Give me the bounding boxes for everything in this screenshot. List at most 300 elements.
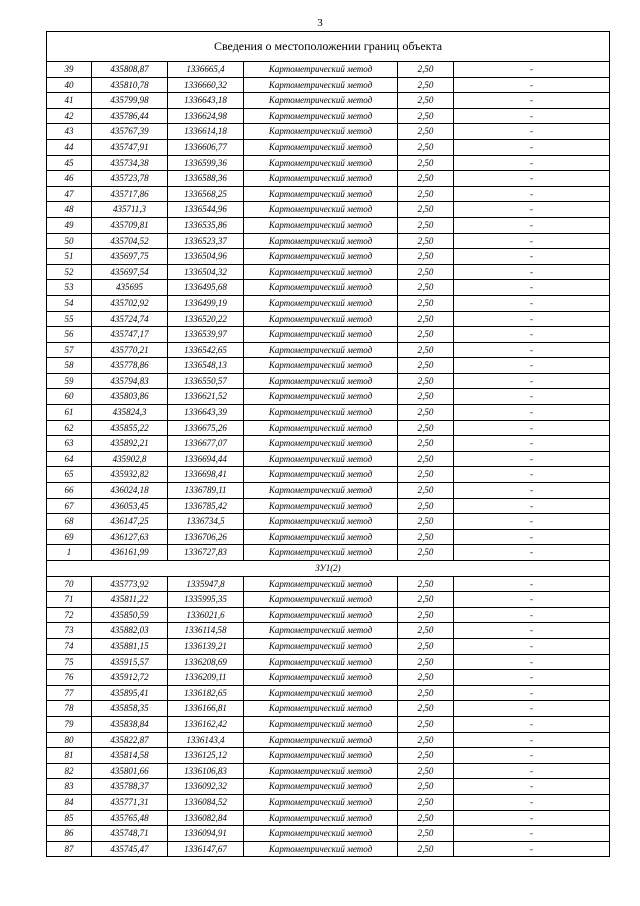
point-number-cell: 72 — [47, 607, 92, 623]
description-cell: - — [454, 576, 610, 592]
description-cell: - — [454, 405, 610, 421]
x-coordinate-cell: 435811,22 — [92, 592, 168, 608]
accuracy-cell: 2,50 — [398, 311, 454, 327]
accuracy-cell: 2,50 — [398, 701, 454, 717]
y-coordinate-cell: 1336209,11 — [168, 670, 244, 686]
accuracy-cell: 2,50 — [398, 483, 454, 499]
table-row — [47, 483, 610, 499]
y-coordinate-cell: 1336539,97 — [168, 327, 244, 343]
y-coordinate-cell: 1336162,42 — [168, 716, 244, 732]
point-number-cell: 48 — [47, 202, 92, 218]
x-coordinate-cell: 435697,75 — [92, 249, 168, 265]
y-coordinate-cell: 1336694,44 — [168, 451, 244, 467]
table-row — [47, 280, 610, 296]
description-cell: - — [454, 685, 610, 701]
method-cell: Картометрический метод — [244, 233, 398, 249]
method-cell: Картометрический метод — [244, 202, 398, 218]
point-number-cell: 40 — [47, 77, 92, 93]
accuracy-cell: 2,50 — [398, 420, 454, 436]
y-coordinate-cell: 1336504,32 — [168, 264, 244, 280]
table-row — [47, 779, 610, 795]
method-cell: Картометрический метод — [244, 794, 398, 810]
point-number-cell: 61 — [47, 405, 92, 421]
point-number-cell: 54 — [47, 295, 92, 311]
description-cell: - — [454, 358, 610, 374]
accuracy-cell: 2,50 — [398, 592, 454, 608]
accuracy-cell: 2,50 — [398, 202, 454, 218]
x-coordinate-cell: 435822,87 — [92, 732, 168, 748]
description-cell: - — [454, 311, 610, 327]
table-row — [47, 264, 610, 280]
method-cell: Картометрический метод — [244, 685, 398, 701]
accuracy-cell: 2,50 — [398, 233, 454, 249]
accuracy-cell: 2,50 — [398, 217, 454, 233]
accuracy-cell: 2,50 — [398, 327, 454, 343]
y-coordinate-cell: 1335995,35 — [168, 592, 244, 608]
point-number-cell: 57 — [47, 342, 92, 358]
x-coordinate-cell: 435882,03 — [92, 623, 168, 639]
table-row — [47, 576, 610, 592]
table-row — [47, 826, 610, 842]
method-cell: Картометрический метод — [244, 280, 398, 296]
description-cell: - — [454, 607, 610, 623]
point-number-cell: 65 — [47, 467, 92, 483]
x-coordinate-cell: 435855,22 — [92, 420, 168, 436]
point-number-cell: 59 — [47, 373, 92, 389]
description-cell: - — [454, 389, 610, 405]
y-coordinate-cell: 1336548,13 — [168, 358, 244, 374]
description-cell: - — [454, 467, 610, 483]
accuracy-cell: 2,50 — [398, 108, 454, 124]
table-row — [47, 670, 610, 686]
method-cell: Картометрический метод — [244, 607, 398, 623]
y-coordinate-cell: 1336092,32 — [168, 779, 244, 795]
x-coordinate-cell: 436024,18 — [92, 483, 168, 499]
method-cell: Картометрический метод — [244, 592, 398, 608]
section-row — [47, 561, 610, 577]
method-cell: Картометрический метод — [244, 545, 398, 561]
accuracy-cell: 2,50 — [398, 171, 454, 187]
y-coordinate-cell: 1336535,86 — [168, 217, 244, 233]
point-number-cell: 44 — [47, 139, 92, 155]
description-cell: - — [454, 217, 610, 233]
description-cell: - — [454, 155, 610, 171]
description-cell: - — [454, 139, 610, 155]
point-number-cell: 87 — [47, 841, 92, 857]
point-number-cell: 55 — [47, 311, 92, 327]
point-number-cell: 49 — [47, 217, 92, 233]
table-row — [47, 93, 610, 109]
x-coordinate-cell: 435902,8 — [92, 451, 168, 467]
x-coordinate-cell: 436053,45 — [92, 498, 168, 514]
method-cell: Картометрический метод — [244, 295, 398, 311]
point-number-cell: 41 — [47, 93, 92, 109]
table-row — [47, 716, 610, 732]
description-cell: - — [454, 748, 610, 764]
x-coordinate-cell: 435799,98 — [92, 93, 168, 109]
description-cell: - — [454, 264, 610, 280]
y-coordinate-cell: 1336166,81 — [168, 701, 244, 717]
description-cell: - — [454, 732, 610, 748]
description-cell: - — [454, 670, 610, 686]
table-row — [47, 732, 610, 748]
point-number-cell: 62 — [47, 420, 92, 436]
table-row — [47, 389, 610, 405]
point-number-cell: 71 — [47, 592, 92, 608]
y-coordinate-cell: 1336665,4 — [168, 62, 244, 78]
description-cell: - — [454, 716, 610, 732]
y-coordinate-cell: 1335947,8 — [168, 576, 244, 592]
y-coordinate-cell: 1336660,32 — [168, 77, 244, 93]
x-coordinate-cell: 435747,91 — [92, 139, 168, 155]
method-cell: Картометрический метод — [244, 483, 398, 499]
method-cell: Картометрический метод — [244, 62, 398, 78]
method-cell: Картометрический метод — [244, 249, 398, 265]
point-number-cell: 60 — [47, 389, 92, 405]
method-cell: Картометрический метод — [244, 467, 398, 483]
point-number-cell: 1 — [47, 545, 92, 561]
point-number-cell: 67 — [47, 498, 92, 514]
table-row — [47, 420, 610, 436]
description-cell: - — [454, 342, 610, 358]
method-cell: Картометрический метод — [244, 638, 398, 654]
y-coordinate-cell: 1336082,84 — [168, 810, 244, 826]
point-number-cell: 47 — [47, 186, 92, 202]
y-coordinate-cell: 1336568,25 — [168, 186, 244, 202]
table-row — [47, 810, 610, 826]
table-row — [47, 171, 610, 187]
point-number-cell: 86 — [47, 826, 92, 842]
point-number-cell: 45 — [47, 155, 92, 171]
y-coordinate-cell: 1336106,83 — [168, 763, 244, 779]
accuracy-cell: 2,50 — [398, 451, 454, 467]
x-coordinate-cell: 435814,58 — [92, 748, 168, 764]
x-coordinate-cell: 435704,52 — [92, 233, 168, 249]
point-number-cell: 63 — [47, 436, 92, 452]
point-number-cell: 56 — [47, 327, 92, 343]
y-coordinate-cell: 1336643,39 — [168, 405, 244, 421]
accuracy-cell: 2,50 — [398, 576, 454, 592]
y-coordinate-cell: 1336084,52 — [168, 794, 244, 810]
y-coordinate-cell: 1336550,57 — [168, 373, 244, 389]
y-coordinate-cell: 1336706,26 — [168, 529, 244, 545]
table-row — [47, 124, 610, 140]
method-cell: Картометрический метод — [244, 217, 398, 233]
table-row — [47, 607, 610, 623]
accuracy-cell: 2,50 — [398, 529, 454, 545]
point-number-cell: 82 — [47, 763, 92, 779]
table-row — [47, 358, 610, 374]
x-coordinate-cell: 436127,63 — [92, 529, 168, 545]
y-coordinate-cell: 1336675,26 — [168, 420, 244, 436]
point-number-cell: 74 — [47, 638, 92, 654]
accuracy-cell: 2,50 — [398, 295, 454, 311]
description-cell: - — [454, 779, 610, 795]
table-row — [47, 249, 610, 265]
accuracy-cell: 2,50 — [398, 62, 454, 78]
table-row — [47, 311, 610, 327]
method-cell: Картометрический метод — [244, 670, 398, 686]
table-row — [47, 233, 610, 249]
point-number-cell: 73 — [47, 623, 92, 639]
method-cell: Картометрический метод — [244, 405, 398, 421]
point-number-cell: 83 — [47, 779, 92, 795]
method-cell: Картометрический метод — [244, 623, 398, 639]
x-coordinate-cell: 435850,59 — [92, 607, 168, 623]
method-cell: Картометрический метод — [244, 436, 398, 452]
y-coordinate-cell: 1336504,96 — [168, 249, 244, 265]
description-cell: - — [454, 420, 610, 436]
x-coordinate-cell: 435895,41 — [92, 685, 168, 701]
x-coordinate-cell: 435717,86 — [92, 186, 168, 202]
accuracy-cell: 2,50 — [398, 623, 454, 639]
description-cell: - — [454, 280, 610, 296]
y-coordinate-cell: 1336643,18 — [168, 93, 244, 109]
description-cell: - — [454, 810, 610, 826]
point-number-cell: 53 — [47, 280, 92, 296]
y-coordinate-cell: 1336094,91 — [168, 826, 244, 842]
table-title-row — [47, 32, 610, 62]
x-coordinate-cell: 435881,15 — [92, 638, 168, 654]
description-cell: - — [454, 483, 610, 499]
point-number-cell: 69 — [47, 529, 92, 545]
point-number-cell: 64 — [47, 451, 92, 467]
method-cell: Картометрический метод — [244, 779, 398, 795]
x-coordinate-cell: 435709,81 — [92, 217, 168, 233]
x-coordinate-cell: 435788,37 — [92, 779, 168, 795]
x-coordinate-cell: 435711,3 — [92, 202, 168, 218]
point-number-cell: 78 — [47, 701, 92, 717]
y-coordinate-cell: 1336785,42 — [168, 498, 244, 514]
y-coordinate-cell: 1336143,4 — [168, 732, 244, 748]
method-cell: Картометрический метод — [244, 389, 398, 405]
table-row — [47, 841, 610, 857]
point-number-cell: 68 — [47, 514, 92, 530]
method-cell: Картометрический метод — [244, 327, 398, 343]
x-coordinate-cell: 435912,72 — [92, 670, 168, 686]
y-coordinate-cell: 1336114,58 — [168, 623, 244, 639]
description-cell: - — [454, 171, 610, 187]
y-coordinate-cell: 1336606,77 — [168, 139, 244, 155]
y-coordinate-cell: 1336599,36 — [168, 155, 244, 171]
point-number-cell: 77 — [47, 685, 92, 701]
description-cell: - — [454, 794, 610, 810]
table-row — [47, 327, 610, 343]
accuracy-cell: 2,50 — [398, 139, 454, 155]
table-row — [47, 529, 610, 545]
y-coordinate-cell: 1336614,18 — [168, 124, 244, 140]
description-cell: - — [454, 124, 610, 140]
table-row — [47, 498, 610, 514]
accuracy-cell: 2,50 — [398, 670, 454, 686]
table-row — [47, 451, 610, 467]
y-coordinate-cell: 1336147,67 — [168, 841, 244, 857]
y-coordinate-cell: 1336698,41 — [168, 467, 244, 483]
y-coordinate-cell: 1336588,36 — [168, 171, 244, 187]
method-cell: Картометрический метод — [244, 732, 398, 748]
accuracy-cell: 2,50 — [398, 841, 454, 857]
x-coordinate-cell: 435794,83 — [92, 373, 168, 389]
point-number-cell: 75 — [47, 654, 92, 670]
x-coordinate-cell: 435773,92 — [92, 576, 168, 592]
x-coordinate-cell: 435892,21 — [92, 436, 168, 452]
description-cell: - — [454, 373, 610, 389]
table-row — [47, 217, 610, 233]
table-row — [47, 467, 610, 483]
description-cell: - — [454, 592, 610, 608]
point-number-cell: 51 — [47, 249, 92, 265]
description-cell: - — [454, 327, 610, 343]
method-cell: Картометрический метод — [244, 311, 398, 327]
x-coordinate-cell: 435765,48 — [92, 810, 168, 826]
point-number-cell: 46 — [47, 171, 92, 187]
x-coordinate-cell: 435695 — [92, 280, 168, 296]
table-row — [47, 638, 610, 654]
point-number-cell: 42 — [47, 108, 92, 124]
point-number-cell: 80 — [47, 732, 92, 748]
description-cell: - — [454, 77, 610, 93]
accuracy-cell: 2,50 — [398, 467, 454, 483]
description-cell: - — [454, 514, 610, 530]
table-row — [47, 592, 610, 608]
accuracy-cell: 2,50 — [398, 373, 454, 389]
method-cell: Картометрический метод — [244, 93, 398, 109]
x-coordinate-cell: 435838,84 — [92, 716, 168, 732]
method-cell: Картометрический метод — [244, 108, 398, 124]
accuracy-cell: 2,50 — [398, 498, 454, 514]
accuracy-cell: 2,50 — [398, 249, 454, 265]
method-cell: Картометрический метод — [244, 529, 398, 545]
method-cell: Картометрический метод — [244, 264, 398, 280]
y-coordinate-cell: 1336624,98 — [168, 108, 244, 124]
accuracy-cell: 2,50 — [398, 389, 454, 405]
accuracy-cell: 2,50 — [398, 342, 454, 358]
y-coordinate-cell: 1336182,65 — [168, 685, 244, 701]
y-coordinate-cell: 1336789,11 — [168, 483, 244, 499]
method-cell: Картометрический метод — [244, 171, 398, 187]
y-coordinate-cell: 1336125,12 — [168, 748, 244, 764]
description-cell: - — [454, 826, 610, 842]
accuracy-cell: 2,50 — [398, 514, 454, 530]
accuracy-cell: 2,50 — [398, 779, 454, 795]
y-coordinate-cell: 1336621,52 — [168, 389, 244, 405]
accuracy-cell: 2,50 — [398, 93, 454, 109]
method-cell: Картометрический метод — [244, 186, 398, 202]
y-coordinate-cell: 1336727,83 — [168, 545, 244, 561]
y-coordinate-cell: 1336495,68 — [168, 280, 244, 296]
x-coordinate-cell: 435697,54 — [92, 264, 168, 280]
table-row — [47, 654, 610, 670]
accuracy-cell: 2,50 — [398, 810, 454, 826]
x-coordinate-cell: 435702,92 — [92, 295, 168, 311]
description-cell: - — [454, 623, 610, 639]
description-cell: - — [454, 638, 610, 654]
description-cell: - — [454, 249, 610, 265]
method-cell: Картометрический метод — [244, 514, 398, 530]
x-coordinate-cell: 435770,21 — [92, 342, 168, 358]
method-cell: Картометрический метод — [244, 373, 398, 389]
y-coordinate-cell: 1336523,37 — [168, 233, 244, 249]
point-number-cell: 66 — [47, 483, 92, 499]
y-coordinate-cell: 1336542,65 — [168, 342, 244, 358]
description-cell: - — [454, 108, 610, 124]
boundary-table-container — [46, 31, 609, 857]
description-cell: - — [454, 436, 610, 452]
description-cell: - — [454, 529, 610, 545]
x-coordinate-cell: 435778,86 — [92, 358, 168, 374]
x-coordinate-cell: 435824,3 — [92, 405, 168, 421]
x-coordinate-cell: 435723,78 — [92, 171, 168, 187]
description-cell: - — [454, 841, 610, 857]
x-coordinate-cell: 435810,78 — [92, 77, 168, 93]
y-coordinate-cell: 1336021,6 — [168, 607, 244, 623]
description-cell: - — [454, 654, 610, 670]
method-cell: Картометрический метод — [244, 498, 398, 514]
method-cell: Картометрический метод — [244, 748, 398, 764]
accuracy-cell: 2,50 — [398, 732, 454, 748]
description-cell: - — [454, 62, 610, 78]
method-cell: Картометрический метод — [244, 763, 398, 779]
y-coordinate-cell: 1336139,21 — [168, 638, 244, 654]
description-cell: - — [454, 545, 610, 561]
accuracy-cell: 2,50 — [398, 186, 454, 202]
x-coordinate-cell: 435747,17 — [92, 327, 168, 343]
table-row — [47, 545, 610, 561]
method-cell: Картометрический метод — [244, 810, 398, 826]
x-coordinate-cell: 435771,31 — [92, 794, 168, 810]
table-row — [47, 701, 610, 717]
table-row — [47, 748, 610, 764]
accuracy-cell: 2,50 — [398, 405, 454, 421]
accuracy-cell: 2,50 — [398, 638, 454, 654]
method-cell: Картометрический метод — [244, 358, 398, 374]
table-row — [47, 685, 610, 701]
method-cell: Картометрический метод — [244, 155, 398, 171]
method-cell: Картометрический метод — [244, 654, 398, 670]
description-cell: - — [454, 186, 610, 202]
description-cell: - — [454, 93, 610, 109]
x-coordinate-cell: 435808,87 — [92, 62, 168, 78]
x-coordinate-cell: 436147,25 — [92, 514, 168, 530]
y-coordinate-cell: 1336734,5 — [168, 514, 244, 530]
point-number-cell: 39 — [47, 62, 92, 78]
accuracy-cell: 2,50 — [398, 436, 454, 452]
x-coordinate-cell: 435803,86 — [92, 389, 168, 405]
table-row — [47, 373, 610, 389]
y-coordinate-cell: 1336499,19 — [168, 295, 244, 311]
table-row — [47, 436, 610, 452]
point-number-cell: 58 — [47, 358, 92, 374]
table-row — [47, 139, 610, 155]
table-row — [47, 202, 610, 218]
point-number-cell: 76 — [47, 670, 92, 686]
section-label: ЗУ1(2) — [47, 561, 610, 577]
x-coordinate-cell: 435767,39 — [92, 124, 168, 140]
table-row — [47, 155, 610, 171]
accuracy-cell: 2,50 — [398, 264, 454, 280]
accuracy-cell: 2,50 — [398, 716, 454, 732]
accuracy-cell: 2,50 — [398, 607, 454, 623]
accuracy-cell: 2,50 — [398, 763, 454, 779]
description-cell: - — [454, 233, 610, 249]
table-row — [47, 405, 610, 421]
description-cell: - — [454, 701, 610, 717]
boundary-table — [46, 31, 610, 857]
x-coordinate-cell: 435932,82 — [92, 467, 168, 483]
accuracy-cell: 2,50 — [398, 654, 454, 670]
method-cell: Картометрический метод — [244, 420, 398, 436]
method-cell: Картометрический метод — [244, 124, 398, 140]
